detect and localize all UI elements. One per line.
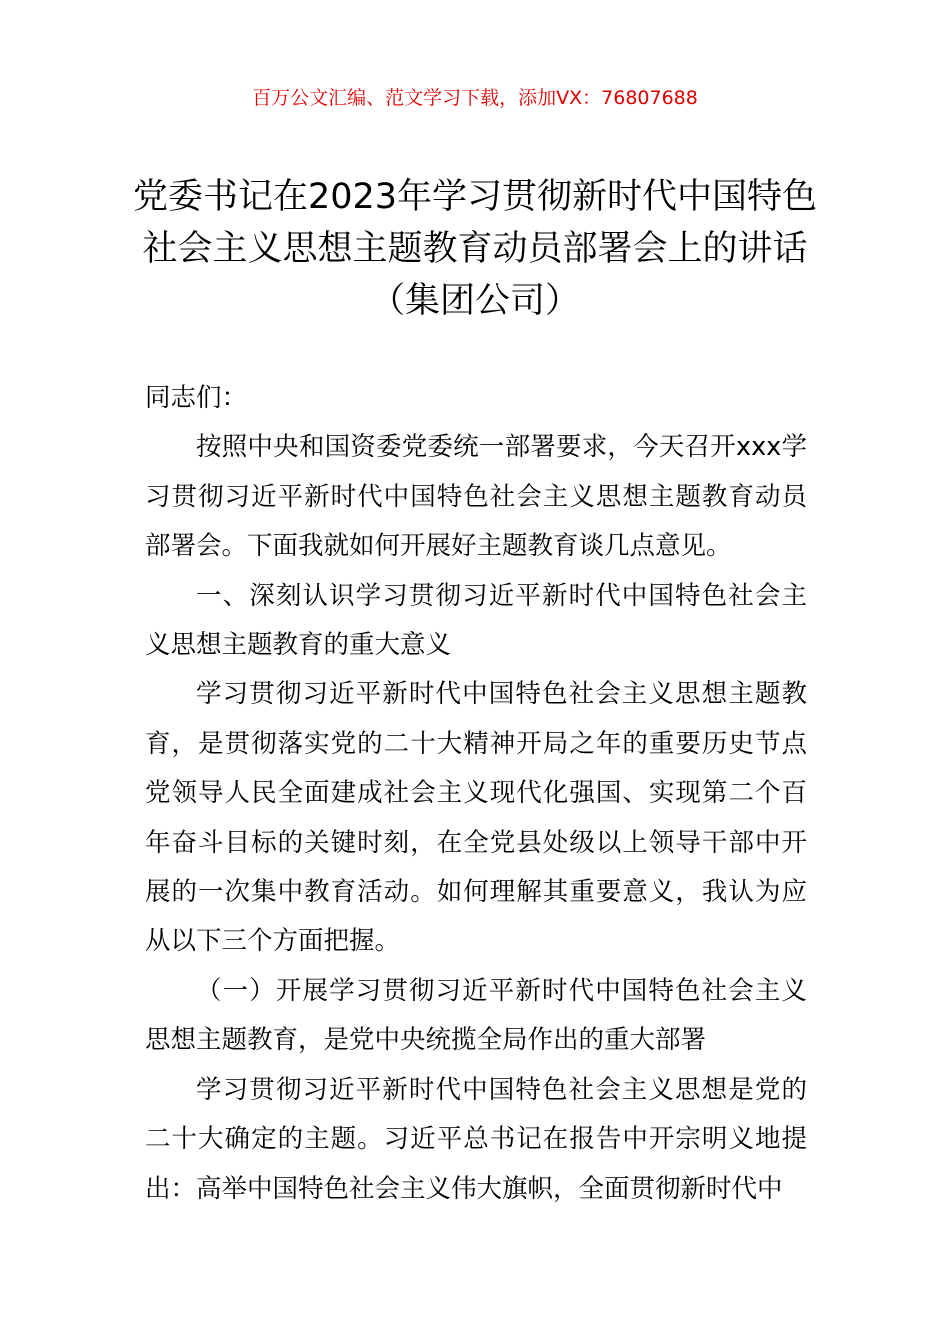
subsection-heading-1: （一）开展学习贯彻习近平新时代中国特色社会主义思想主题教育，是党中央统揽全局作出的重大部署 — [145, 975, 807, 1056]
section-heading-1: 一、深刻认识学习贯彻习近平新时代中国特色社会主义思想主题教育的重大意义 — [145, 580, 807, 661]
header-note: 百万公文汇编、范文学习下载，添加VX：76807688 — [252, 87, 698, 109]
paragraph-significance: 学习贯彻习近平新时代中国特色社会主义思想主题教育，是贯彻落实党的二十大精神开局之年的重要历史节点党领导人民全面建成社会主义现代化强国、实现第二个百年奋斗目标的关键时刻，在全党县处级以上领导干部中开展的一次集中教育活动。如何理解其重要意义，我认为应从以下三个方面把握。 — [145, 679, 807, 957]
paragraph-theme: 学习贯彻习近平新时代中国特色社会主义思想是党的二十大确定的主题。习近平总书记在报告中开宗明义地提出：高举中国特色社会主义伟大旗帜，全面贯彻新时代中 — [145, 1074, 807, 1204]
salutation: 同志们： — [145, 383, 248, 413]
document-title: 党委书记在2023年学习贯彻新时代中国特色社会主义思想主题教育动员部署会上的讲话（集团公司） — [132, 177, 818, 321]
document-body — [145, 374, 807, 1214]
paragraph-intro: 按照中央和国资委党委统一部署要求，今天召开xxx学习贯彻习近平新时代中国特色社会主义思想主题教育动员部署会。下面我就如何开展好主题教育谈几点意见。 — [145, 432, 807, 562]
